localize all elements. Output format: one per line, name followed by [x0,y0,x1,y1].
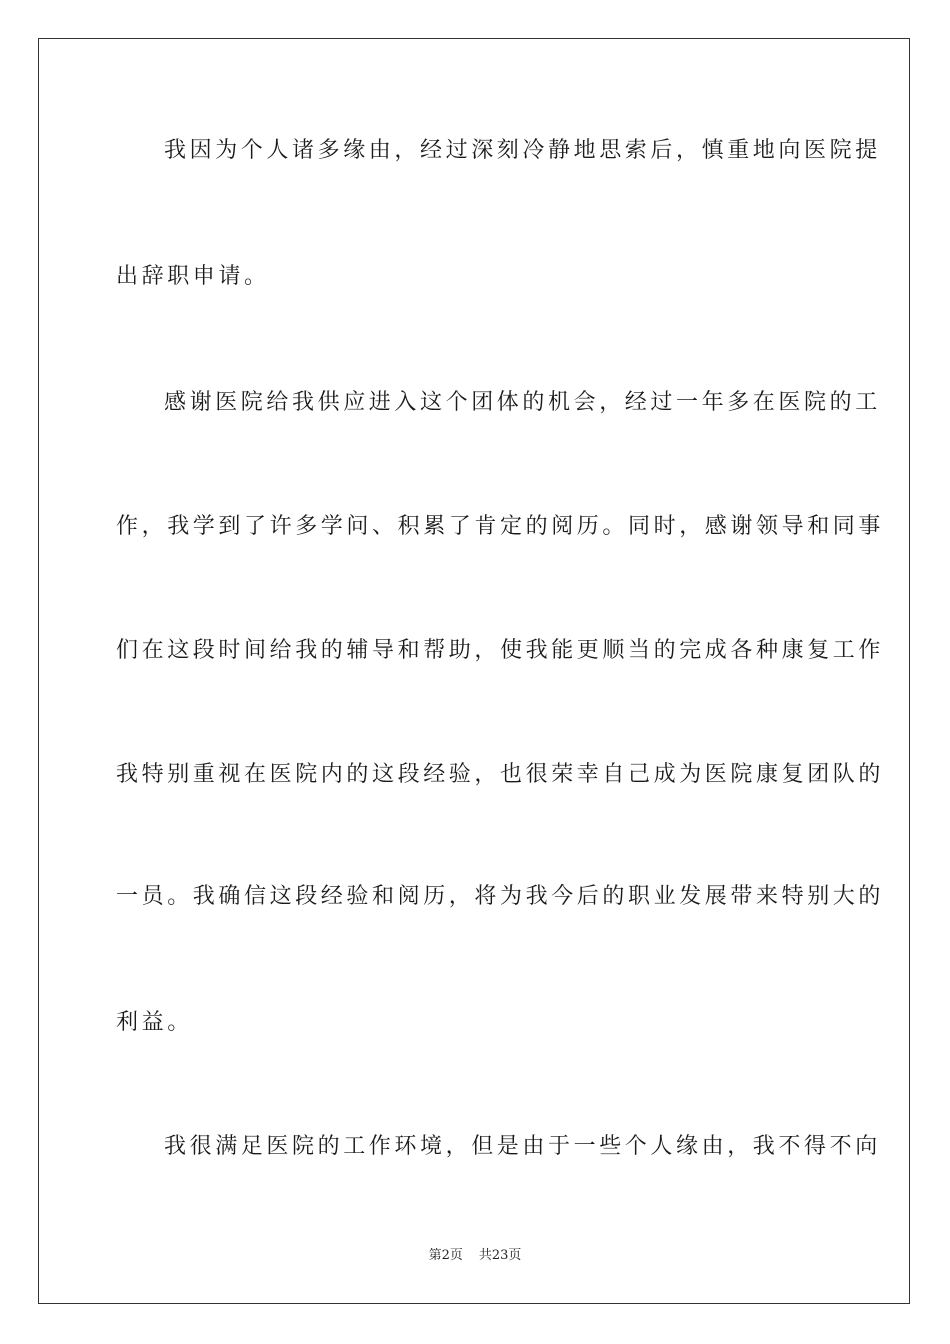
paragraph-line: 出辞职申请。 [116,264,270,289]
page-frame [38,38,910,1304]
paragraph-line: 感谢医院给我供应进入这个团体的机会，经过一年多在医院的工 [164,390,881,415]
page-footer [0,1247,950,1265]
paragraph-line: 我很满足医院的工作环境，但是由于一些个人缘由，我不得不向 [164,1134,881,1159]
paragraph-line: 们在这段时间给我的辅导和帮助，使我能更顺当的完成各种康复工作 [116,638,885,663]
page-number: 第2页 [428,1248,463,1263]
paragraph-line: 一员。我确信这段经验和阅历，将为我今后的职业发展带来特别大的 [116,884,885,909]
paragraph-line: 我因为个人诸多缘由，经过深刻冷静地思索后，慎重地向医院提 [164,138,881,163]
paragraph-line: 我特别重视在医院内的这段经验，也很荣幸自己成为医院康复团队的 [116,762,885,787]
paragraph-line: 利益。 [116,1010,193,1035]
page-total: 共23页 [478,1248,522,1263]
paragraph-line: 作，我学到了许多学问、积累了肯定的阅历。同时，感谢领导和同事 [116,514,885,539]
